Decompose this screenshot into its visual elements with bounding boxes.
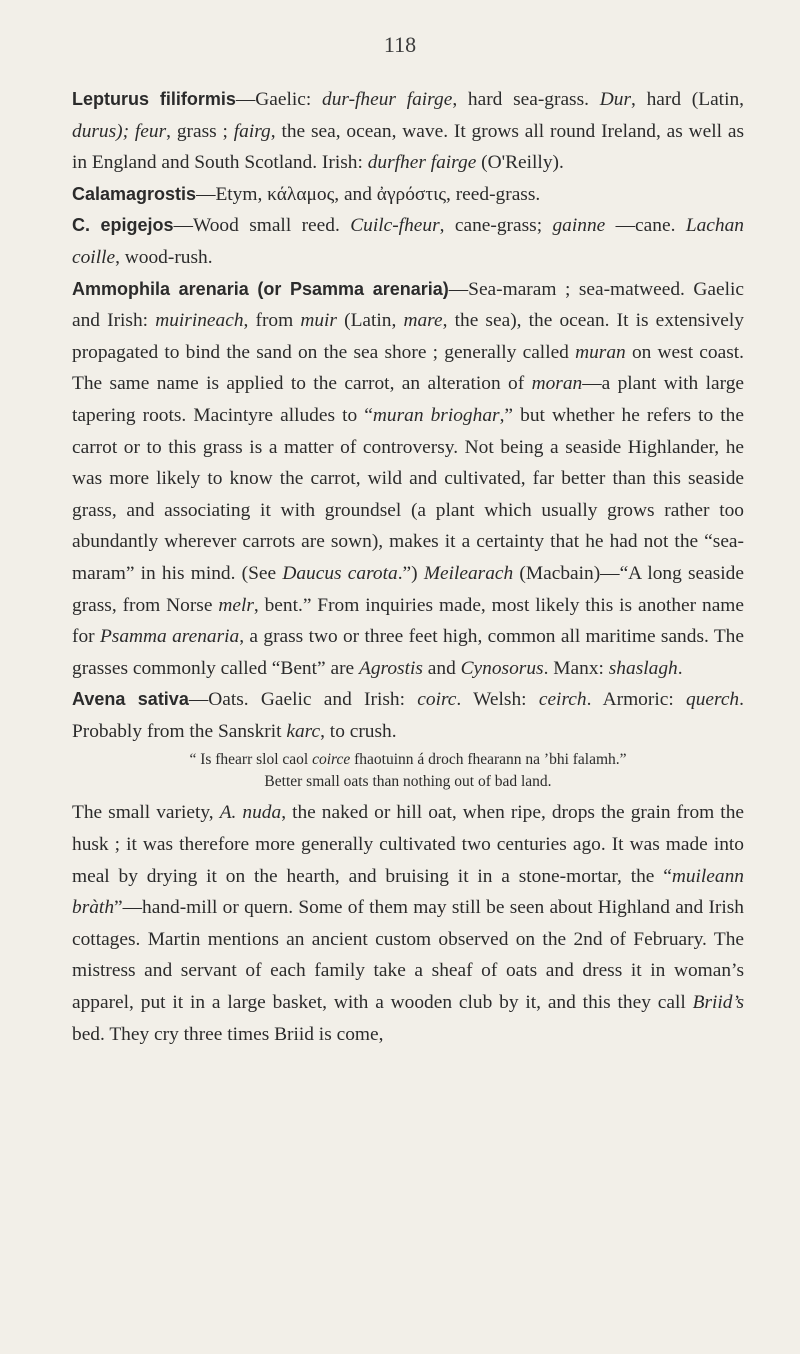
text-run: , bent.” From inquiries made, most likely this is another name for (72, 594, 744, 648)
text-run: , the naked or hill oat, when ripe, drops the grain from the husk ; it was therefore more generally cultivated two centuries ago. It was made into meal by drying it on the hearth, and bruising it in a stone-mortar, the “ (72, 802, 744, 887)
text-run: —Oats. Gaelic and Irish: (188, 689, 418, 711)
italic-term: muirineach (155, 310, 244, 332)
headword: Avena sativa (72, 689, 189, 710)
italic-term: moran (531, 373, 583, 395)
italic-term: durus); feur (72, 120, 167, 142)
text-run: . (677, 657, 683, 679)
italic-term: Psamma arenaria (99, 626, 240, 648)
paragraph-oats-variety (72, 797, 744, 1050)
text-run: , wood-rush. (115, 246, 213, 268)
text-run: . Probably from the Sanskrit (72, 689, 744, 742)
text-run: . Welsh: (456, 689, 539, 711)
entries (72, 84, 744, 747)
text-run: , the sea), the ocean. It is extensively propagated to bind the sand on the sea shore ; generally called (72, 310, 744, 363)
italic-term: Agrostis (358, 657, 423, 679)
text-run: —Wood small reed. (173, 215, 351, 237)
proverb-translation: Better small oats than nothing out of bad land. (264, 773, 552, 791)
italic-term: mare (403, 310, 443, 332)
text-run: The small variety, (72, 802, 220, 824)
italic-term: ceirch (538, 689, 587, 711)
text-run: (O'Reilly). (476, 152, 564, 174)
page-number: 118 (383, 32, 417, 57)
text-run: and (422, 657, 461, 679)
italic-term: fairg (233, 120, 271, 142)
italic-term: muir (300, 310, 337, 332)
italic-term: Cuilc-fheur (350, 215, 440, 237)
text-run: —Etym, κάλαμος, and ἀγρόστις, reed-grass. (196, 183, 541, 205)
text-run: , the sea, ocean, wave. It grows all round Ireland, as well as in England and South Scotland. Irish: (72, 120, 745, 174)
proverb-quote (72, 749, 744, 793)
italic-term: Lachan coille (72, 215, 744, 268)
text-run: (Macbain)—“A long seaside grass, from Norse (72, 562, 744, 616)
paragraph-entry (72, 684, 744, 747)
headword: Lepturus filiformis (72, 89, 236, 109)
text-run: , from (243, 310, 301, 332)
headword: C. epigejos (72, 215, 174, 236)
text-run: ”—hand-mill or quern. Some of them may still be seen about Highland and Irish cottages. Martin mentions an ancient custom observed on the 2nd of February. The mistress and servant of each family take a sheaf of oats and dress it in woman’s apparel, put it in a large basket, with a wooden club by it, and this they call (72, 897, 744, 1014)
italic-term: karc (286, 720, 321, 742)
italic-term: muran (575, 341, 626, 363)
text-run: , to crush. (320, 720, 397, 742)
italic-term: coirc (417, 689, 457, 711)
italic-term: durfher fairge (367, 152, 477, 174)
italic-term: dur-fheur fairge (322, 89, 453, 110)
italic-term: Dur (599, 89, 631, 110)
text-run: , cane-grass; (439, 215, 553, 237)
italic-term: Meilearach (423, 562, 514, 584)
text-run: , grass ; (166, 120, 234, 142)
paragraph-entry (72, 274, 744, 685)
text-run: , hard sea-grass. (452, 89, 600, 110)
paragraph-entry (72, 210, 744, 273)
italic-term: Daucus carota (282, 562, 398, 584)
italic-term: muileann bràth (72, 865, 744, 919)
text-run: —a plant with large tapering roots. Macintyre alludes to “ (72, 373, 744, 426)
italic-term: melr (218, 594, 254, 616)
text-run: .”) (397, 562, 424, 584)
text-run: —cane. (605, 215, 686, 237)
body-text (72, 84, 744, 1050)
text-run: , a grass two or three feet high, common all maritime sands. The grasses commonly called “Bent” are (72, 626, 744, 679)
italic-term: muran brioghar (372, 404, 500, 426)
italic-term: gainne (552, 215, 606, 237)
headword: Calamagrostis (72, 183, 197, 204)
italic-term: shaslagh (608, 657, 678, 679)
text-run: . Manx: (543, 657, 609, 679)
italic-term: querch (686, 689, 740, 711)
text-run: bed. They cry three times Briid is come, (72, 1023, 384, 1045)
italic-term: A. nuda (219, 802, 282, 824)
text-run: (Latin, (336, 310, 404, 332)
italic-term: Cynosorus (460, 657, 544, 679)
text-run: —Sea-maram ; sea-matweed. Gaelic and Irish: (72, 278, 744, 332)
proverb-gaelic: “ Is fhearr slol caol coirce fhaotuinn á droch fhearann na ’bhi falamh.” (189, 751, 627, 769)
text-run: ,” but whether he refers to the carrot or to this grass is a matter of controversy. Not being a seaside Highlander, he was more likely to know the carrot, wild and cultivated, far better than this seaside grass, and associating it with groundsel (a plant which usually grows rather too abundantly wherever carrots are sown), makes it a certainty that he had not the “sea-maram” in his mind. (See (72, 404, 744, 584)
paragraph-entry (72, 179, 744, 211)
text-run: on west coast. The same name is applied to the carrot, an alteration of (72, 341, 744, 395)
headword: Ammophila arenaria (or Psamma arenaria) (72, 278, 449, 299)
text-run: —Gaelic: (235, 89, 323, 110)
paragraph-entry (72, 84, 744, 179)
text-run: , hard (Latin, (631, 89, 745, 110)
text-run: . Armoric: (586, 689, 686, 711)
italic-term: Briid’s (692, 992, 744, 1014)
